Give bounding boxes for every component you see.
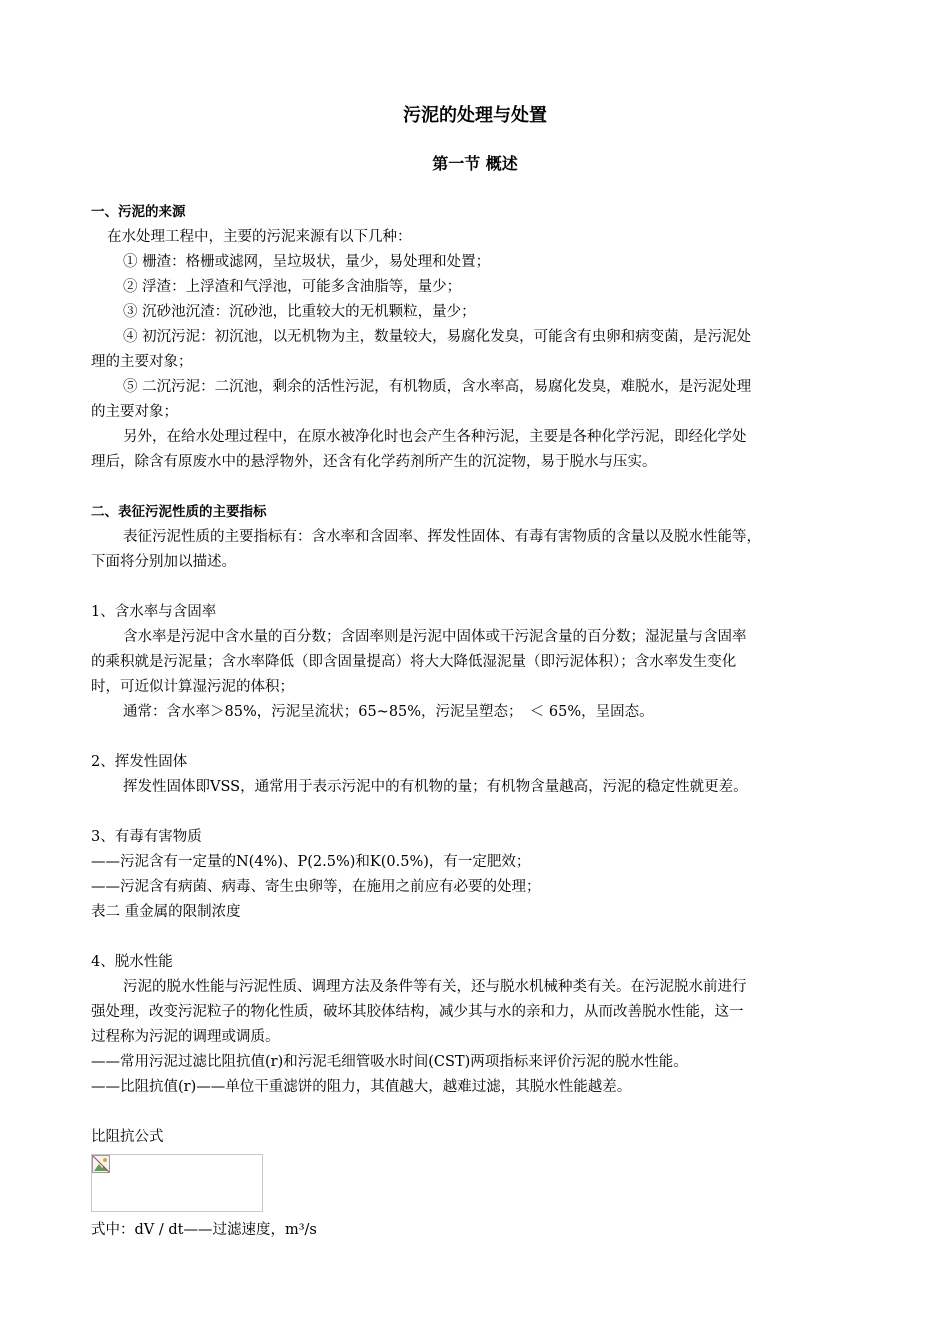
list-item: ② 浮渣：上浮渣和气浮池，可能多含油脂等，量少；: [123, 279, 462, 295]
paragraph-continuation: 的乘积就是污泥量；含水率降低（即含固量提高）将大大降低湿泥量（即污泥体积）；含水率发生变化: [91, 654, 737, 670]
list-item: ③ 沉砂池沉渣：沉砂池，比重较大的无机颗粒，量少；: [123, 304, 476, 320]
paragraph: 含水率是污泥中含水量的百分数；含固率则是污泥中固体或干污泥含量的百分数；湿泥量与含固率: [123, 629, 747, 645]
broken-image-icon: [92, 1155, 110, 1173]
spacer: [91, 725, 861, 750]
list-item-continuation: 的主要对象；: [91, 404, 178, 420]
spacer: [91, 475, 861, 500]
list-item-continuation: 理的主要对象；: [91, 354, 193, 370]
formula-label: 比阻抗公式: [91, 1129, 164, 1145]
spacer: [91, 925, 861, 950]
formula-image-placeholder: [91, 1154, 263, 1212]
paragraph-continuation: 时，可近似计算湿污泥的体积；: [91, 679, 294, 695]
paragraph: ——常用污泥过滤比阻抗值(r)和污泥毛细管吸水时间(CST)两项指标来评价污泥的脱水性能。: [91, 1054, 688, 1070]
subheading-volatile-solids: 2、挥发性固体: [91, 754, 188, 770]
formula-note: 式中：dV / dt——过滤速度，m³/s: [91, 1222, 317, 1238]
subheading-water-content: 1、含水率与含固率: [91, 604, 217, 620]
paragraph: ——污泥含有病菌、病毒、寄生虫卵等，在施用之前应有必要的处理；: [91, 879, 541, 895]
subheading-toxic-substances: 3、有毒有害物质: [91, 829, 202, 845]
paragraph: 表征污泥性质的主要指标有：含水率和含固率、挥发性固体、有毒有害物质的含量以及脱水性能等，: [123, 529, 761, 545]
document-title: 污泥的处理与处置: [403, 105, 547, 126]
subheading-dewatering: 4、脱水性能: [91, 954, 173, 970]
document-body: [91, 200, 861, 1243]
spacer: [91, 1100, 861, 1125]
paragraph-continuation: 理后，除含有原废水中的悬浮物外，还含有化学药剂所产生的沉淀物，易于脱水与压实。: [91, 454, 657, 470]
heading-sludge-indicators: 二、表征污泥性质的主要指标: [91, 504, 267, 520]
section-title: 第一节 概述: [432, 154, 518, 173]
list-item: ④ 初沉污泥：初沉池，以无机物为主，数量较大，易腐化发臭，可能含有虫卵和病变菌，是污泥处: [123, 329, 752, 345]
list-item: ⑤ 二沉污泥：二沉池，剩余的活性污泥，有机物质，含水率高，易腐化发臭，难脱水，是污泥处理: [123, 379, 752, 395]
paragraph: 通常：含水率＞85%，污泥呈流状；65~85%，污泥呈塑态； ＜ 65%，呈固态。: [123, 704, 654, 720]
paragraph: 在水处理工程中，主要的污泥来源有以下几种：: [107, 229, 412, 245]
spacer: [91, 800, 861, 825]
paragraph-continuation: 下面将分别加以描述。: [91, 554, 236, 570]
paragraph-continuation: 强处理，改变污泥粒子的物化性质，破坏其胶体结构，减少其与水的亲和力，从而改善脱水性能，这一: [91, 1004, 744, 1020]
heading-sludge-sources: 一、污泥的来源: [91, 204, 186, 220]
paragraph: 污泥的脱水性能与污泥性质、调理方法及条件等有关，还与脱水机械种类有关。在污泥脱水前进行: [123, 979, 747, 995]
table-caption: 表二 重金属的限制浓度: [91, 904, 241, 920]
paragraph: 另外，在给水处理过程中，在原水被净化时也会产生各种污泥，主要是各种化学污泥，即经化学处: [123, 429, 747, 445]
paragraph-continuation: 过程称为污泥的调理或调质。: [91, 1029, 280, 1045]
list-item: ① 栅渣：格栅或滤网，呈垃圾状，量少，易处理和处置；: [123, 254, 491, 270]
paragraph: ——污泥含有一定量的N(4%)、P(2.5%)和K(0.5%)，有一定肥效；: [91, 854, 531, 870]
paragraph: 挥发性固体即VSS，通常用于表示污泥中的有机物的量；有机物含量越高，污泥的稳定性就更差。: [123, 779, 748, 795]
spacer: [91, 575, 861, 600]
paragraph: ——比阻抗值(r)——单位干重滤饼的阻力，其值越大，越难过滤，其脱水性能越差。: [91, 1079, 632, 1095]
